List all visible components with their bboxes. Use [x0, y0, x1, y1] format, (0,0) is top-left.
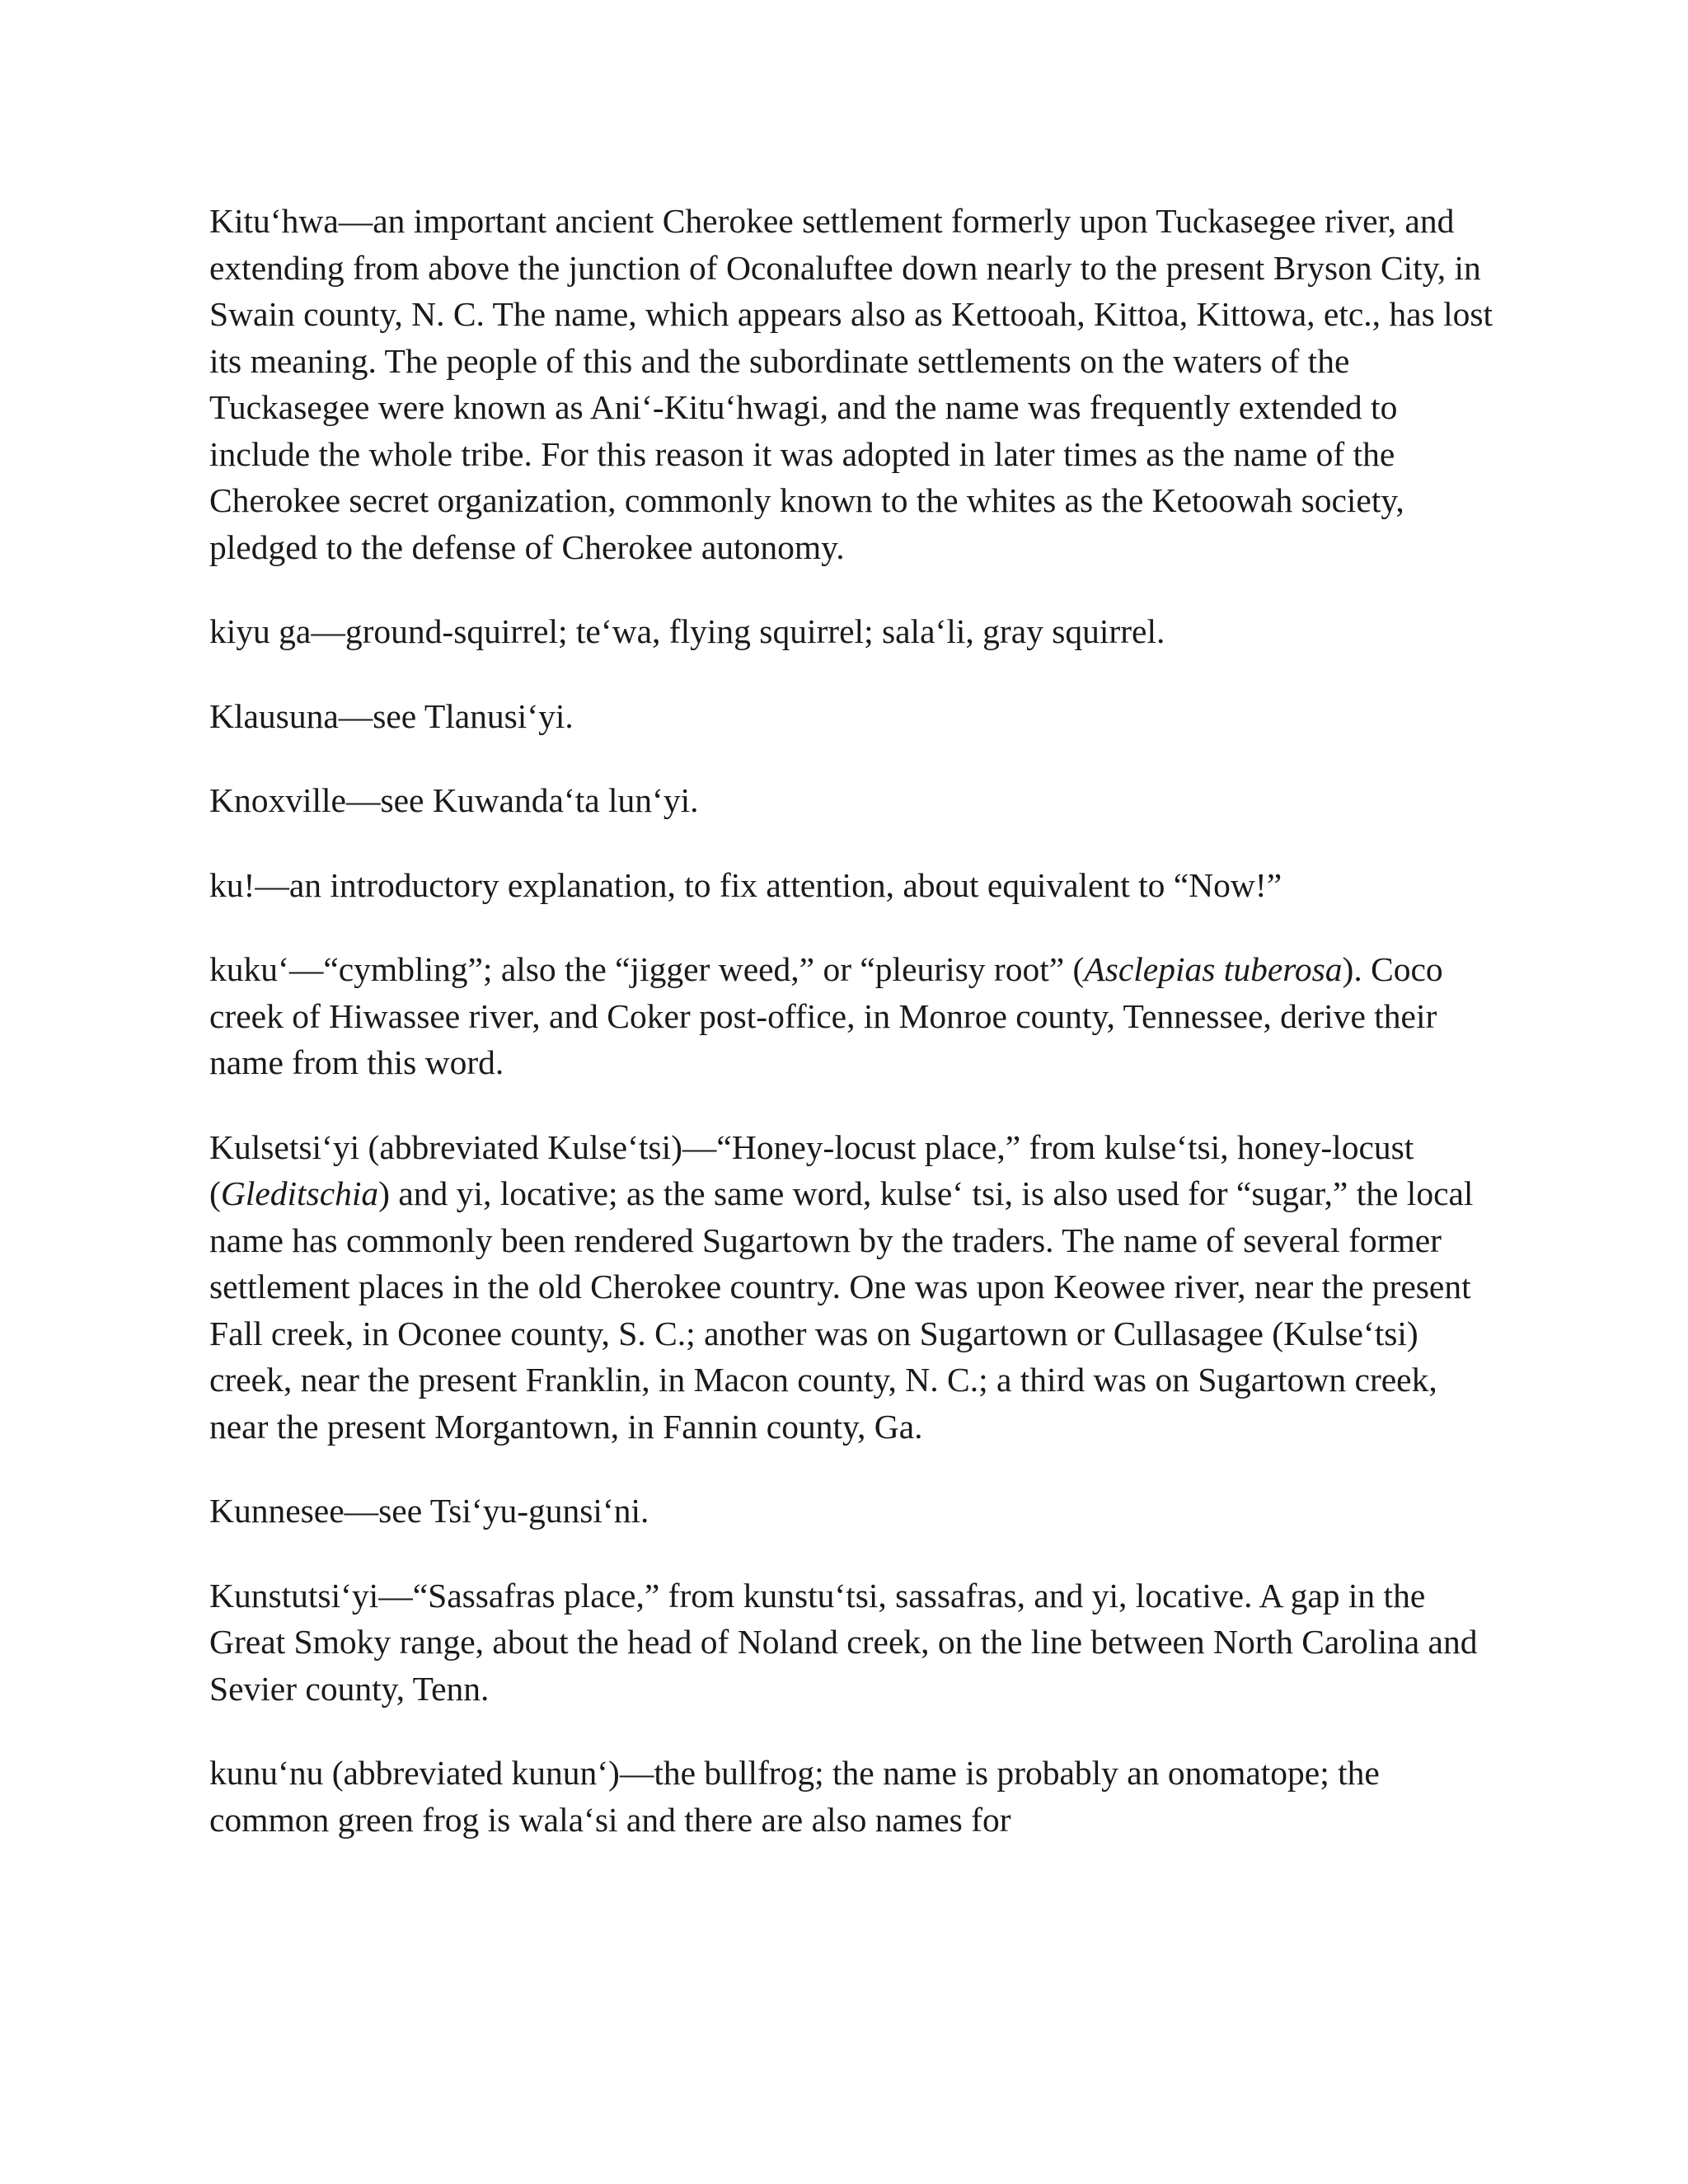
- entry-kunstutsiyi: [209, 1572, 1495, 1713]
- entry-text: Kunnesee—see Tsi‘yu-gunsi‘ni.: [209, 1492, 649, 1530]
- genus-name-italic: Gleditschia: [220, 1174, 379, 1212]
- entry-kuku: [209, 946, 1495, 1086]
- entry-kulsetsiyi: [209, 1124, 1495, 1451]
- entry-text: Kulsetsi‘yi (abbreviated Kulse‘tsi)—“Honey-locust place,” from kulse‘tsi, honey-locust (: [209, 1127, 1414, 1212]
- entry-text: ) and yi, locative; as the same word, kulse‘ tsi, is also used for “sugar,” the local name has commonly been rendered Sugartown by the traders. The name of several former settlement places in the old Cherokee country. One was upon Keowee river, near the present Fall creek, in Oconee county, S. C.; another was on Sugartown or Cullasagee (Kulse‘tsi) creek, near the present Franklin, in Macon county, N. C.; a third was on Sugartown creek, near the present Morgantown, in Fannin county, Ga.: [209, 1174, 1474, 1446]
- entry-klausuna: [209, 693, 1495, 740]
- entry-text: kunu‘nu (abbreviated kunun‘)—the bullfrog; the name is probably an onomatope; the common green frog is wala‘si and there are also names for: [209, 1754, 1380, 1839]
- entry-text: Kitu‘hwa—an important ancient Cherokee settlement formerly upon Tuckasegee river, and extending from above the junction of Oconaluftee down nearly to the present Bryson City, in Swain county, N. C. The name, which appears also as Kettooah, Kittoa, Kittowa, etc., has lost its meaning. The people of this and the subordinate settlements on the waters of the Tuckasegee were known as Ani‘-Kitu‘hwagi, and the name was frequently extended to include the whole tribe. For this reason it was adopted in later times as the name of the Cherokee secret organization, commonly known to the whites as the Ketoowah society, pledged to the defense of Cherokee autonomy.: [209, 202, 1493, 566]
- entry-kiyuga: [209, 608, 1495, 655]
- document-page: [209, 198, 1495, 1843]
- entry-text: ku!—an introductory explanation, to fix attention, about equivalent to “Now!”: [209, 865, 1282, 904]
- entry-knoxville: [209, 777, 1495, 824]
- entry-text: Klausuna—see Tlanusi‘yi.: [209, 696, 574, 735]
- entry-kununu: [209, 1750, 1495, 1843]
- entry-kituhwa: [209, 198, 1495, 570]
- entry-text: kuku‘—“cymbling”; also the “jigger weed,” or “pleurisy root” (: [209, 950, 1085, 988]
- entry-text: kiyu ga—ground-squirrel; te‘wa, flying squirrel; sala‘li, gray squirrel.: [209, 612, 1165, 650]
- entry-kunnesee: [209, 1488, 1495, 1535]
- entry-ku: [209, 862, 1495, 909]
- entry-text: Knoxville—see Kuwanda‘ta lun‘yi.: [209, 781, 699, 819]
- entry-text: Kunstutsi‘yi—“Sassafras place,” from kunstu‘tsi, sassafras, and yi, locative. A gap in the Great Smoky range, about the head of Noland creek, on the line between North Carolina and Sevier county, Tenn.: [209, 1576, 1478, 1708]
- entry-text: ). Coco creek of Hiwassee river, and Coker post-office, in Monroe county, Tennessee, derive their name from this word.: [209, 950, 1443, 1081]
- species-name-italic: Asclepias tuberosa: [1084, 950, 1343, 988]
